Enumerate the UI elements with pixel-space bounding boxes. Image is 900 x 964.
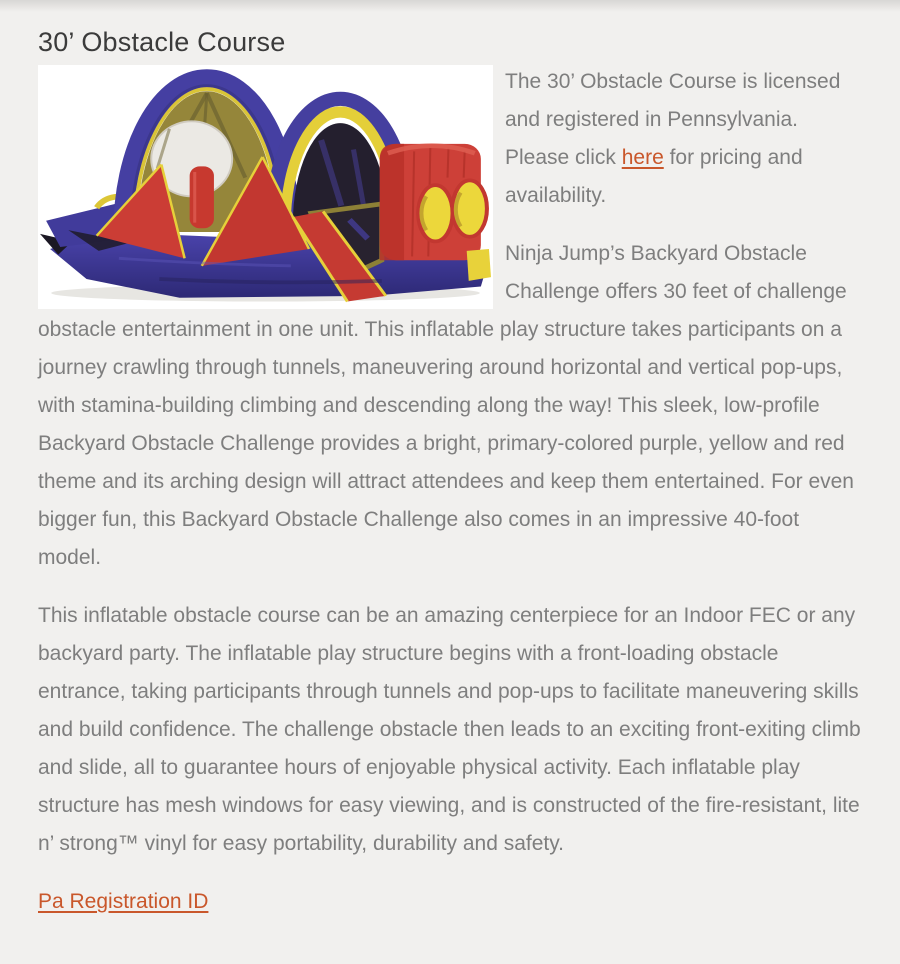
obstacle-course-image bbox=[38, 65, 493, 309]
page-title: 30’ Obstacle Course bbox=[38, 27, 286, 57]
pa-registration-link[interactable]: Pa Registration ID bbox=[38, 890, 209, 913]
top-edge-shadow bbox=[0, 0, 900, 12]
pricing-availability-link[interactable]: here bbox=[621, 146, 664, 169]
description-paragraph-2: This inflatable obstacle course can be an amazing centerpiece for an Indoor FEC or any backyard party. The inflatable play structure begins with a front-loading obstacle entrance, taking participants through tunnels and pop-ups to facilitate maneuvering skills and build confidence. The challenge obstacle then leads to an exciting front-exiting climb and slide, all to guarantee hours of enjoyable physical activity. Each inflatable play structure has mesh windows for easy viewing, and is constructed of the fire-resistant, lite n’ strong™ vinyl for easy portability, durability and safety. bbox=[38, 604, 861, 855]
registration-row bbox=[38, 883, 862, 921]
obstacle-course-illustration bbox=[38, 65, 493, 309]
intro-text-before: The 30’ Obstacle Course is licensed and registered in Pennsylvania. Please click bbox=[505, 70, 841, 169]
article-body bbox=[0, 63, 900, 921]
intro-text-after: for pricing and availability. bbox=[505, 146, 803, 207]
description-paragraph-1: Ninja Jump’s Backyard Obstacle Challenge offers 30 feet of challenge obstacle entertainment in one unit. This inflatable play structure takes participants on a journey crawling through tunnels, maneuvering around horizontal and vertical pop-ups, with stamina-building climbing and descending along the way! This sleek, low-profile Backyard Obstacle Challenge provides a bright, primary-colored purple, yellow and red theme and its arching design will attract attendees and keep them entertained. For even bigger fun, this Backyard Obstacle Challenge also comes in an impressive 40-foot model. bbox=[38, 242, 854, 569]
